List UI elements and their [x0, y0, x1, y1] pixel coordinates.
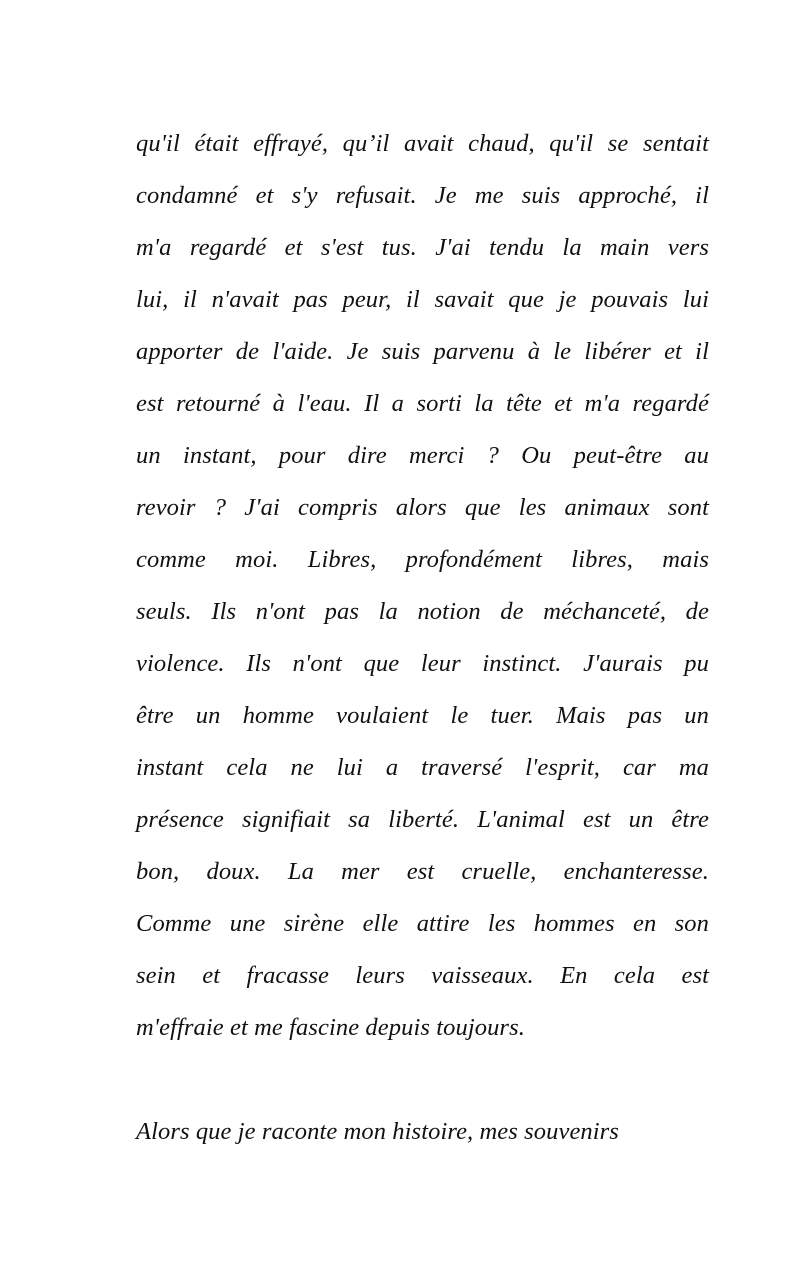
- text-line: bon, doux. La mer est cruelle, enchanteresse.: [136, 858, 709, 885]
- text-line: sein et fracasse leurs vaisseaux. En cela est: [136, 962, 709, 989]
- text-line: est retourné à l'eau. Il a sorti la tête et m'a regardé: [136, 390, 709, 417]
- text-line: condamné et s'y refusait. Je me suis approché, il: [136, 182, 709, 209]
- text-line: instant cela ne lui a traversé l'esprit, car ma: [136, 754, 709, 781]
- text-line: présence signifiait sa liberté. L'animal est un être: [136, 806, 709, 833]
- text-line: m'a regardé et s'est tus. J'ai tendu la main vers: [136, 234, 709, 261]
- paragraph-2: [136, 1106, 709, 1158]
- text-line: m'effraie et me fascine depuis toujours.: [136, 1014, 525, 1041]
- text-line: apporter de l'aide. Je suis parvenu à le libérer et il: [136, 338, 709, 365]
- paragraph-spacer: [136, 1054, 709, 1106]
- text-line: revoir ? J'ai compris alors que les animaux sont: [136, 494, 709, 521]
- text-line: violence. Ils n'ont que leur instinct. J'aurais pu: [136, 650, 709, 677]
- paragraph-1: [136, 118, 709, 1054]
- text-line: Comme une sirène elle attire les hommes en son: [136, 910, 709, 937]
- text-line: lui, il n'avait pas peur, il savait que je pouvais lui: [136, 286, 709, 313]
- body-text-column: [136, 118, 709, 1158]
- text-line: comme moi. Libres, profondément libres, mais: [136, 546, 709, 573]
- text-line: seuls. Ils n'ont pas la notion de méchanceté, de: [136, 598, 709, 625]
- text-line: Alors que je raconte mon histoire, mes souvenirs: [136, 1118, 619, 1145]
- text-line: un instant, pour dire merci ? Ou peut-être au: [136, 442, 709, 469]
- text-line: être un homme voulaient le tuer. Mais pas un: [136, 702, 709, 729]
- text-line: qu'il était effrayé, qu’il avait chaud, qu'il se sentait: [136, 130, 709, 157]
